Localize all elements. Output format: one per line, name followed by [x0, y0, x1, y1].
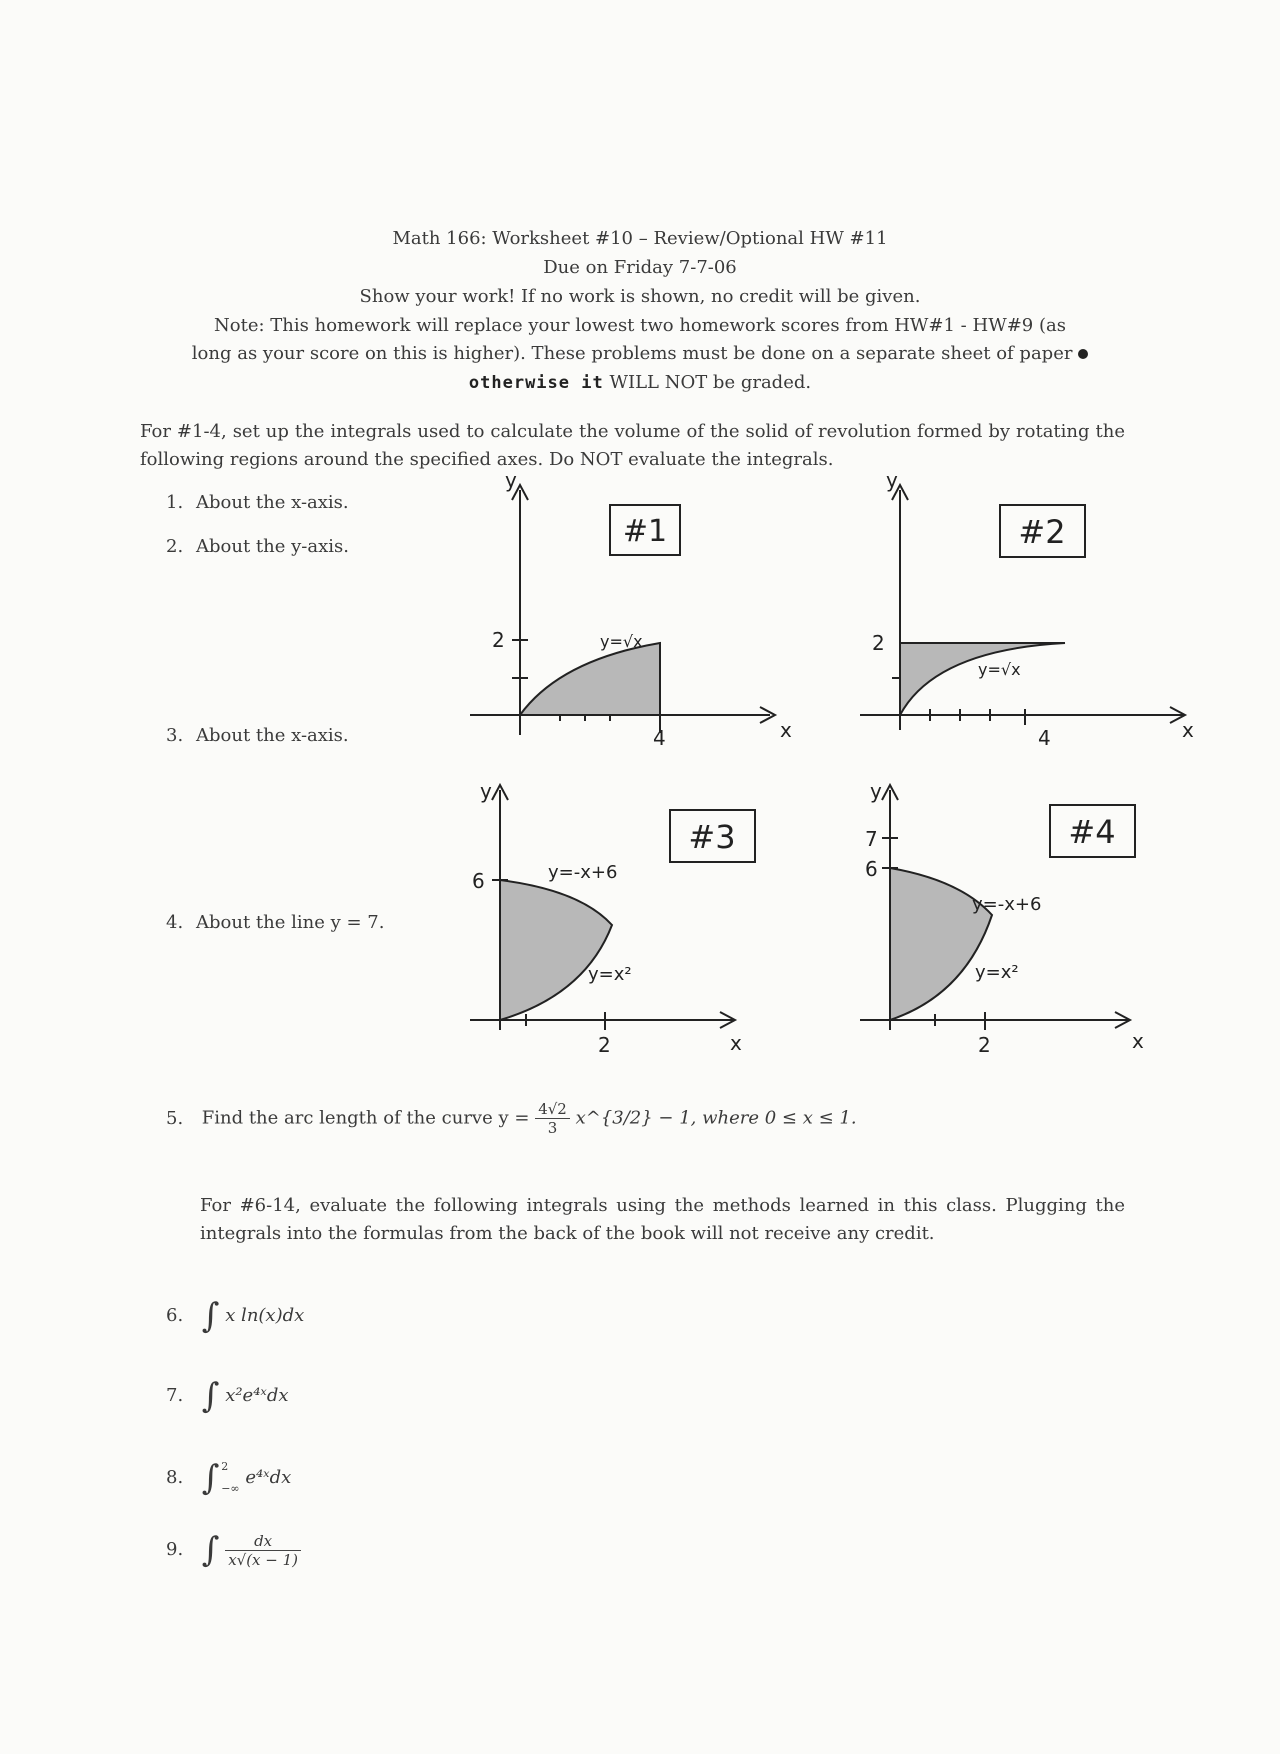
- problem-9-fraction: [225, 1532, 301, 1569]
- note-line-1: Note: This homework will replace your lowest two homework scores from HW#1 - HW#9 (as: [214, 315, 1066, 336]
- graph-4-label: #4: [1068, 813, 1116, 851]
- graph-1-y-tick: 2: [492, 628, 505, 652]
- graph-1-x-tick: 4: [653, 726, 666, 745]
- section1-intro: For #1-4, set up the integrals used to calculate the volume of the solid of revolution formed by rotating the following regions around the specified axes. Do NOT evaluate the integrals.: [140, 421, 1125, 470]
- problem-5-number: 5.: [166, 1107, 184, 1129]
- problem-8-upper-limit: 2: [221, 1460, 229, 1473]
- problem-7-number: 7.: [166, 1385, 184, 1406]
- problem-5-frac-den: 3: [547, 1119, 558, 1137]
- graph-1-label: #1: [622, 514, 668, 549]
- graph-4-x-tick: 2: [978, 1033, 991, 1055]
- graph-4-parabola-label: y=x²: [975, 962, 1019, 983]
- graph-2: [860, 475, 1200, 745]
- problem-9-frac-num: dx: [225, 1532, 301, 1551]
- graph-2-y-tick: 2: [872, 631, 885, 655]
- problem-5-prefix: Find the arc length of the curve y =: [201, 1107, 530, 1129]
- graph-1: [470, 475, 810, 745]
- integral-symbol-icon: ∫: [201, 1458, 220, 1498]
- problem-1-text: About the x-axis.: [196, 492, 349, 513]
- problem-5-fraction: [535, 1100, 570, 1137]
- problem-8-integrand: e⁴ˣdx: [245, 1467, 292, 1488]
- problem-4-text: About the line y = 7.: [196, 912, 385, 933]
- note-line-2-text: long as your score on this is higher). These problems must be done on a separate sheet of paper: [191, 343, 1073, 364]
- problem-3: [166, 725, 349, 746]
- problem-2-text: About the y-axis.: [196, 536, 349, 557]
- graph-3: [470, 780, 770, 1055]
- graph-1-shaded-region: [520, 643, 660, 715]
- problem-6-number: 6.: [166, 1305, 184, 1326]
- graph-2-shaded-region: [900, 643, 1065, 715]
- problem-1: [166, 492, 349, 513]
- problem-4: [166, 912, 384, 933]
- integral-symbol-icon: ∫: [201, 1376, 220, 1416]
- graph-4: [850, 780, 1155, 1055]
- graph-3-line-label: y=-x+6: [548, 862, 618, 883]
- problem-8: [166, 1456, 291, 1500]
- graph-4-y-tick-6: 6: [865, 857, 878, 881]
- problem-5: [166, 1100, 857, 1137]
- section2-intro: For #6-14, evaluate the following integrals using the methods learned in this class. Plugging the integrals into the formulas from the back of the book will not receive any credit.: [200, 1195, 1125, 1244]
- problem-1-number: 1.: [166, 492, 184, 513]
- graph-3-parabola-label: y=x²: [588, 964, 632, 985]
- graph-3-y-tick: 6: [472, 869, 485, 893]
- integral-symbol-icon: ∫: [201, 1530, 220, 1570]
- graph-1-x-label: x: [780, 718, 792, 742]
- note-line-3: [0, 372, 1280, 393]
- graph-2-curve-label: y=√x: [978, 660, 1021, 679]
- problem-5-suffix: x^{3/2} − 1, where 0 ≤ x ≤ 1.: [575, 1107, 857, 1129]
- problem-5-frac-num: 4√2: [535, 1100, 570, 1119]
- problem-9-frac-den: x√(x − 1): [228, 1550, 299, 1569]
- problem-6-integrand: x ln(x)dx: [225, 1305, 305, 1326]
- graph-4-shaded-region: [890, 868, 992, 1020]
- graph-3-shaded-region: [500, 880, 612, 1020]
- problem-7-integrand: x²e⁴ˣdx: [225, 1385, 289, 1406]
- due-date: Due on Friday 7-7-06: [543, 257, 737, 278]
- problem-8-number: 8.: [166, 1467, 184, 1488]
- problem-4-number: 4.: [166, 912, 184, 933]
- problem-9: [166, 1530, 301, 1570]
- graph-4-y-tick-7: 7: [865, 827, 878, 851]
- graph-4-y-label: y: [870, 780, 882, 803]
- graph-1-y-label: y: [505, 475, 517, 492]
- graph-2-label: #2: [1018, 513, 1066, 551]
- graph-2-x-label: x: [1182, 718, 1194, 742]
- graph-3-x-tick: 2: [598, 1033, 611, 1055]
- problem-6: [166, 1296, 304, 1336]
- problem-9-number: 9.: [166, 1539, 184, 1560]
- handwritten-otherwise: otherwise it: [468, 373, 604, 393]
- graph-1-curve-label: y=√x: [600, 632, 643, 651]
- show-work-instruction: Show your work! If no work is shown, no credit will be given.: [359, 286, 921, 307]
- problem-8-limits: [221, 1456, 239, 1500]
- ink-dot-icon: [1078, 349, 1088, 359]
- note-line-3-text: WILL NOT be graded.: [609, 372, 812, 393]
- graph-3-y-label: y: [480, 780, 492, 803]
- integral-symbol-icon: ∫: [201, 1296, 220, 1336]
- graph-2-y-label: y: [886, 475, 898, 492]
- graph-4-x-label: x: [1132, 1029, 1144, 1053]
- worksheet-title: Math 166: Worksheet #10 – Review/Optional HW #11: [392, 228, 888, 249]
- graph-3-label: #3: [688, 818, 736, 856]
- graph-4-line-label: y=-x+6: [972, 894, 1042, 915]
- graph-2-x-tick: 4: [1038, 726, 1051, 745]
- graph-3-x-label: x: [730, 1031, 742, 1055]
- problem-2-number: 2.: [166, 536, 184, 557]
- problem-3-number: 3.: [166, 725, 184, 746]
- problem-7: [166, 1376, 289, 1416]
- problem-3-text: About the x-axis.: [196, 725, 349, 746]
- note-line-2: [0, 343, 1280, 364]
- problem-2: [166, 536, 349, 557]
- problem-8-lower-limit: −∞: [221, 1482, 240, 1495]
